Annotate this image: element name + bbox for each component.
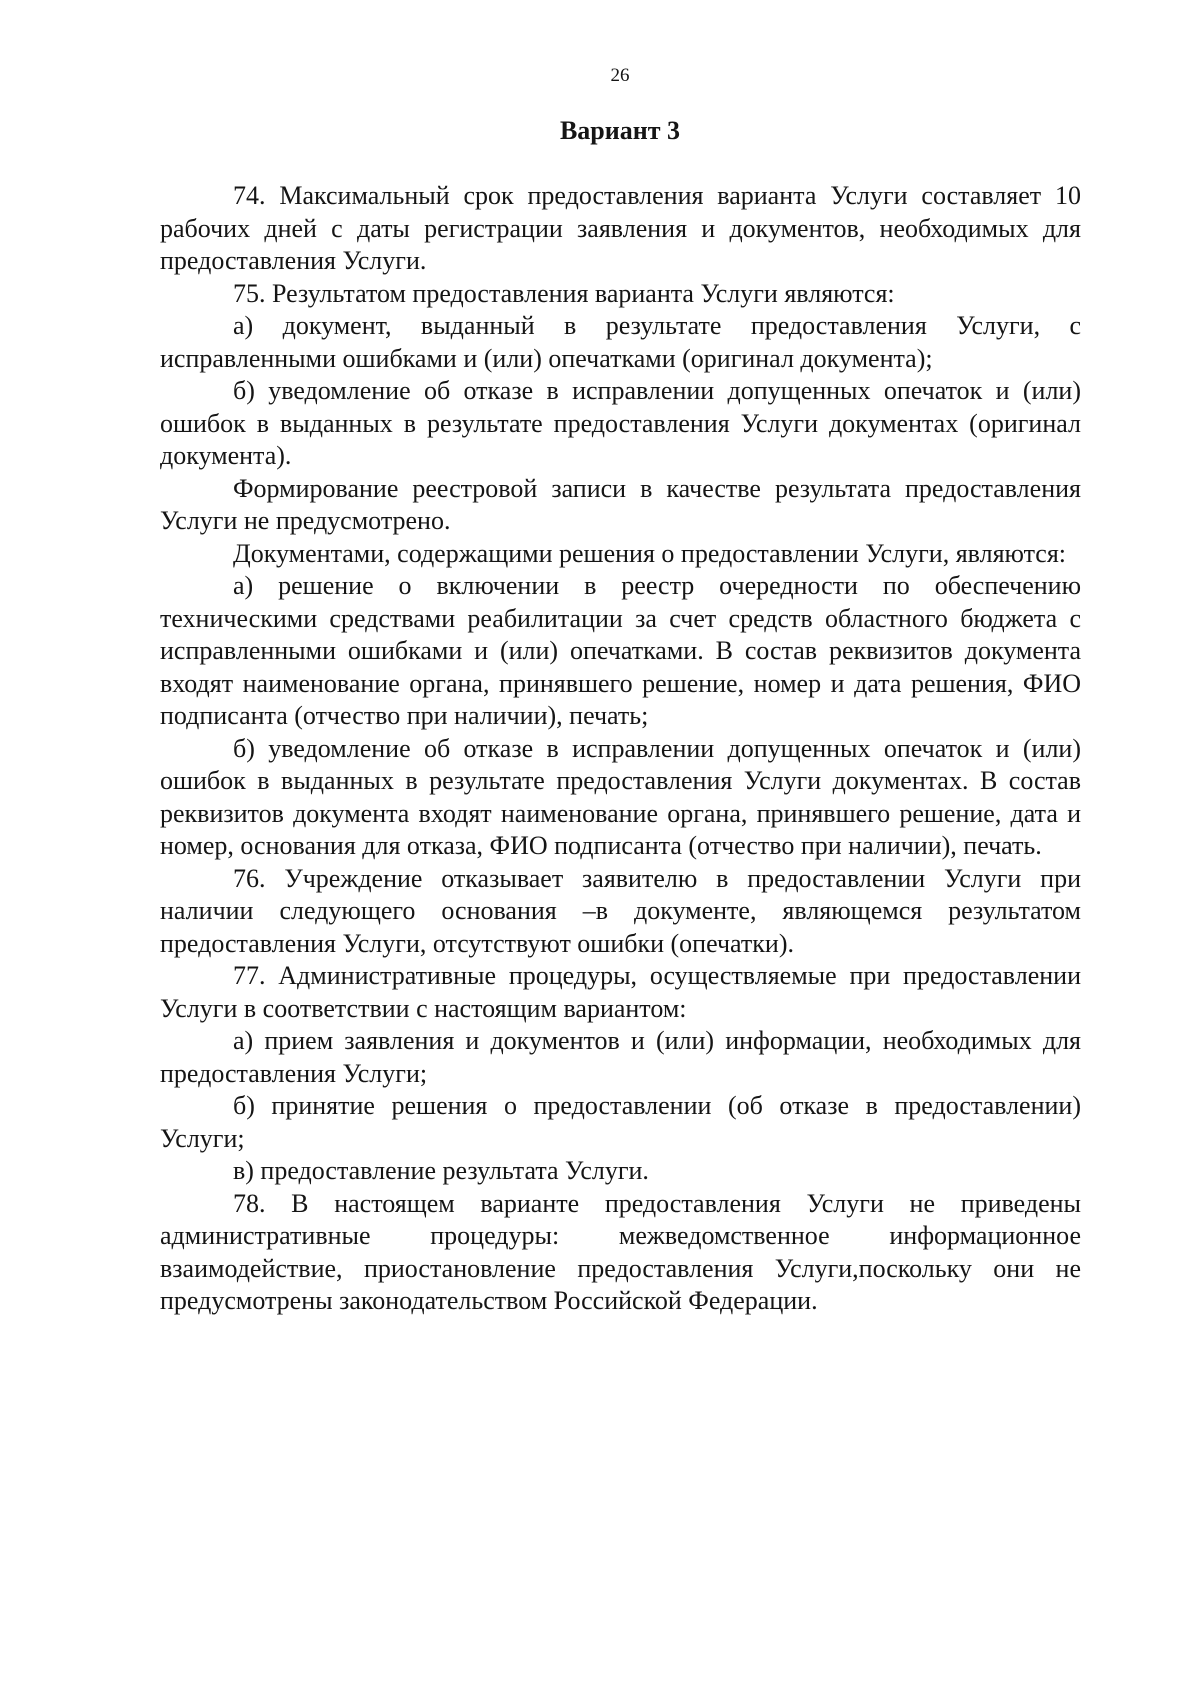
paragraph-decision-item-b: б) уведомление об отказе в исправлении допущенных опечаток и (или) ошибок в выданных в результате предоставления Услуги документах. В состав реквизитов документа входят наименование органа, принявшего решение, дата и номер, основания для отказа, ФИО подписанта (отчество при наличии), печать.: [160, 733, 1081, 860]
paragraph-76: 76. Учреждение отказывает заявителю в предоставлении Услуги при наличии следующего основания –в документе, являющемся результатом предоставления Услуги, отсутствуют ошибки (опечатки).: [160, 863, 1081, 958]
paragraph-74: 74. Максимальный срок предоставления варианта Услуги составляет 10 рабочих дней с даты регистрации заявления и документов, необходимых для предоставления Услуги.: [160, 181, 1081, 275]
section-heading: Вариант 3: [559, 116, 681, 145]
page-number: 26: [610, 65, 630, 86]
paragraph-registry-record: Формирование реестровой записи в качестве результата предоставления Услуги не предусмотрено.: [160, 473, 1081, 535]
paragraph-75-item-a: а) документ, выданный в результате предоставления Услуги, с исправленными ошибками и (или) опечатками (оригинал документа);: [160, 311, 1081, 373]
paragraph-75-item-b: б) уведомление об отказе в исправлении допущенных опечаток и (или) ошибок в выданных в результате предоставления Услуги документах (оригинал документа).: [160, 376, 1081, 470]
paragraph-77-item-b: б) принятие решения о предоставлении (об отказе в предоставлении) Услуги;: [160, 1091, 1081, 1153]
paragraph-decision-documents: Документами, содержащими решения о предоставлении Услуги, являются:: [233, 538, 1067, 568]
paragraph-77-item-a: а) прием заявления и документов и (или) информации, необходимых для предоставления Услуги;: [160, 1026, 1081, 1088]
paragraph-decision-item-a: а) решение о включении в реестр очередности по обеспечению техническими средствами реабилитации за счет средств областного бюджета с исправленными ошибками и (или) опечатками. В состав реквизитов документа входят наименование органа, принявшего решение, номер и дата решения, ФИО подписанта (отчество при наличии), печать;: [160, 571, 1081, 730]
paragraph-77-item-c: в) предоставление результата Услуги.: [233, 1156, 649, 1185]
paragraph-78: 78. В настоящем варианте предоставления Услуги не приведены административные процедуры: межведомственное информационное взаимодействие, приостановление предоставления Услуги,поскольку они не предусмотрены законодательством Российской Федерации.: [160, 1188, 1081, 1315]
paragraph-75: 75. Результатом предоставления варианта Услуги являются:: [233, 278, 895, 308]
document-body: [160, 180, 1081, 1318]
paragraph-77: 77. Административные процедуры, осуществляемые при предоставлении Услуги в соответствии с настоящим вариантом:: [160, 961, 1081, 1023]
